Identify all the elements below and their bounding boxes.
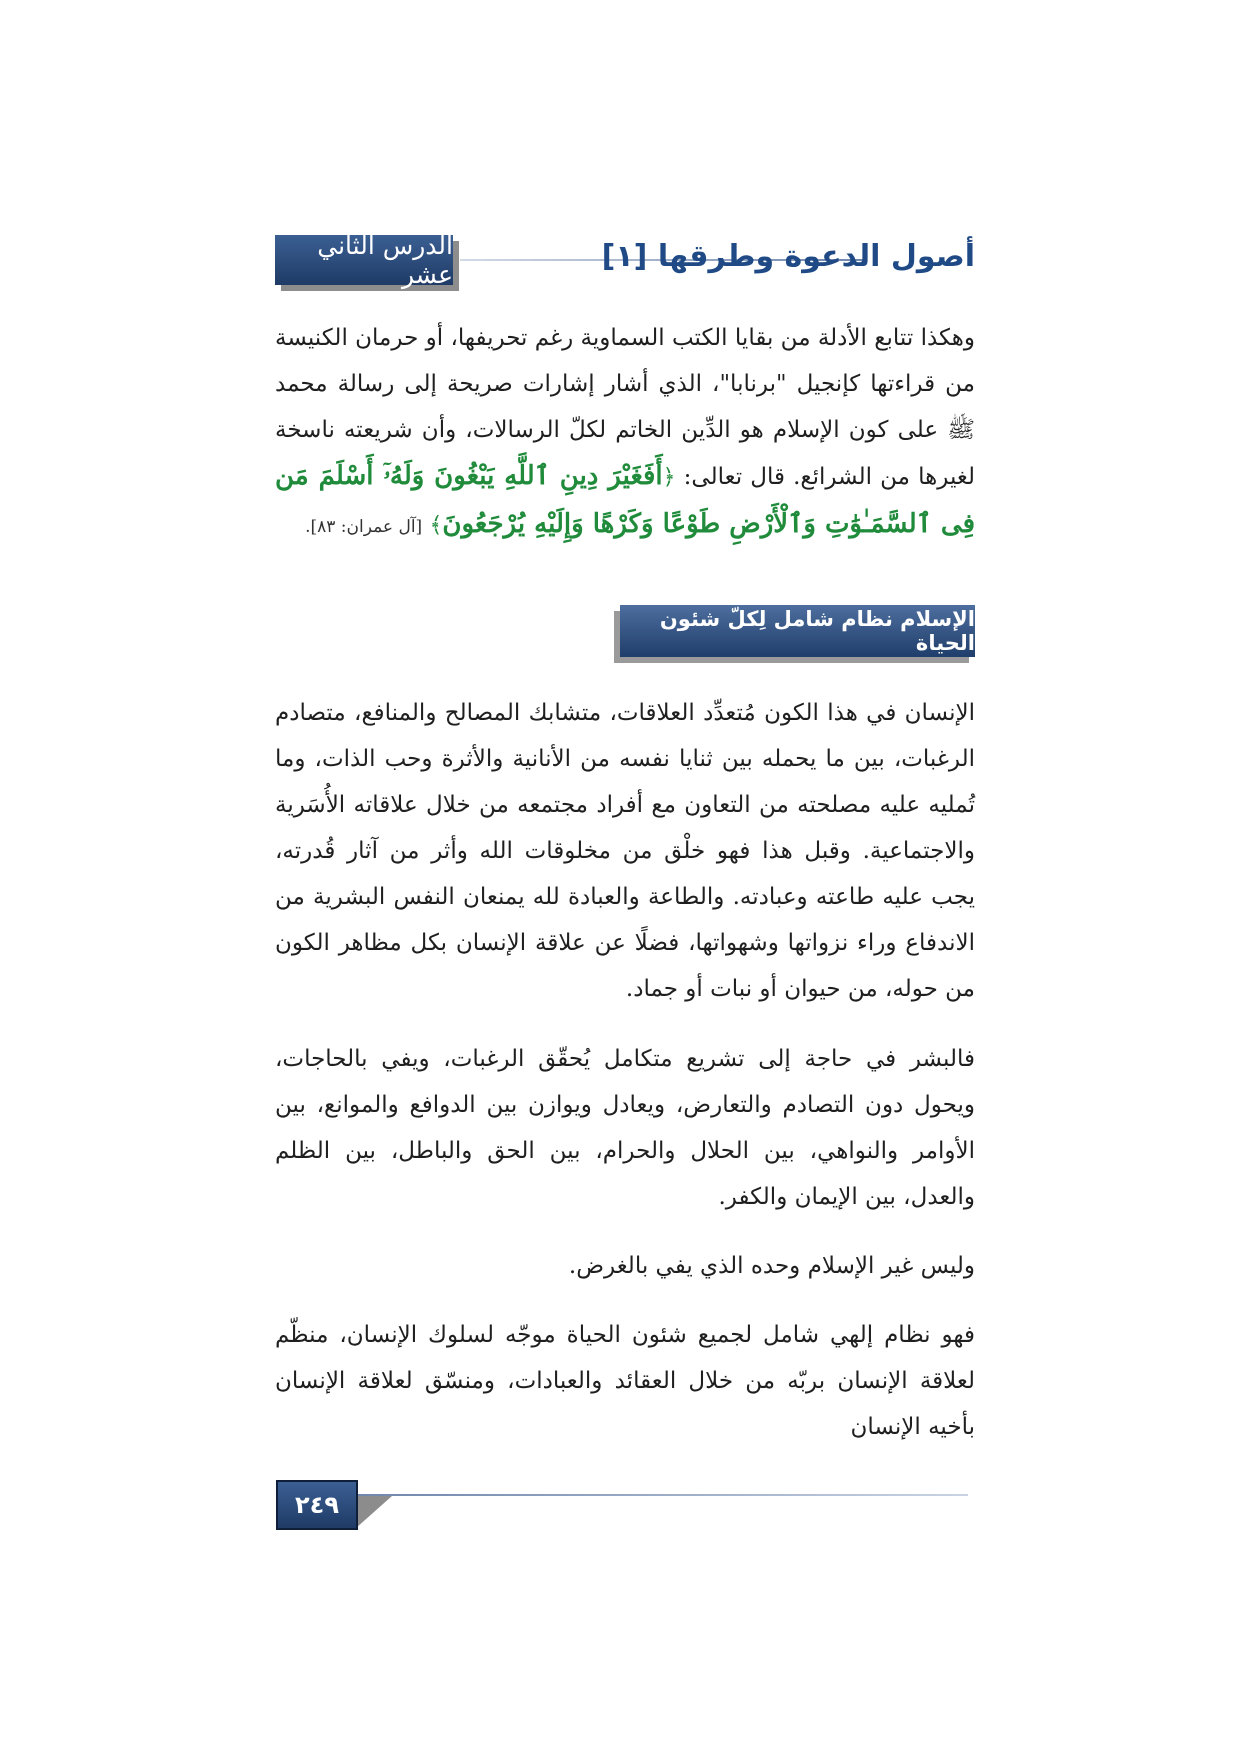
- body-paragraph-2: فالبشر في حاجة إلى تشريع متكامل يُحقّق الرغبات، ويفي بالحاجات، ويحول دون التصادم والتعارض، ويعادل ويوازن بين الدوافع والموانع، بين الأوامر والنواهي، بين الحلال والحرام، بين الحق والباطل، بين الظلم والعدل، بين الإيمان والكفر.: [275, 1046, 975, 1210]
- section-heading: الإسلام نظام شامل لِكلّ شئون الحياة: [620, 605, 975, 657]
- verse-open-bracket: ﴿: [662, 465, 676, 490]
- intro-paragraph: [275, 315, 975, 550]
- page-header: [275, 231, 975, 289]
- page-number: ٢٤٩: [276, 1480, 358, 1530]
- footer-divider: [356, 1494, 968, 1496]
- verse-close-bracket: ﴾: [429, 513, 443, 538]
- body-paragraph-1: الإنسان في هذا الكون مُتعدِّد العلاقات، متشابك المصالح والمنافع، متصادم الرغبات، بين ما يحمله بين ثنايا نفسه من الأنانية والأثرة وحب الذات، وما تُمليه عليه مصلحته من التعاون مع أفراد مجتمعه من خلال علاقاته الأُسَرية والاجتماعية. وقبل هذا فهو خلْق من مخلوقات الله وأثر من آثار قُدرته، يجب عليه طاعته وعبادته. والطاعة والعبادة لله يمنعان النفس البشرية من الاندفاع وراء نزواتها وشهواتها، فضلًا عن علاقة الإنسان بكل مظاهر الكون من حوله، من حيوان أو نبات أو جماد.: [275, 700, 975, 1002]
- verse-reference: [آل عمران: ٨٣].: [305, 517, 423, 537]
- body-paragraph-4: فهو نظام إلهي شامل لجميع شئون الحياة موجّه لسلوك الإنسان، منظّم لعلاقة الإنسان بربّه من خلال العقائد والعبادات، ومنسّق لعلاقة الإنسان بأخيه الإنسان: [275, 1322, 975, 1440]
- quran-verse: أَفَغَيْرَ دِينِ ٱللَّهِ يَبْغُونَ وَلَهُۥٓ أَسْلَمَ مَن فِى ٱلسَّمَـٰوَٰتِ وَٱلْأَرْضِ طَوْعًا وَكَرْهًا وَإِلَيْهِ يُرْجَعُونَ: [275, 461, 975, 539]
- chapter-title: أصول الدعوة وطرقها [١]: [601, 239, 975, 274]
- intro-text: وهكذا تتابع الأدلة من بقايا الكتب السماوية رغم تحريفها، أو حرمان الكنيسة من قراءتها كإنجيل "برنابا"، الذي أشار إشارات صريحة إلى رسالة محمد ﷺ على كون الإسلام هو الدِّين الخاتم لكلّ الرسالات، وأن شريعته ناسخة لغيرها من الشرائع. قال تعالى:: [275, 325, 975, 490]
- lesson-badge: الدرس الثاني عشر: [275, 235, 453, 285]
- footer-shadow: [356, 1496, 392, 1528]
- body-paragraph-3: وليس غير الإسلام وحده الذي يفي بالغرض.: [568, 1253, 975, 1279]
